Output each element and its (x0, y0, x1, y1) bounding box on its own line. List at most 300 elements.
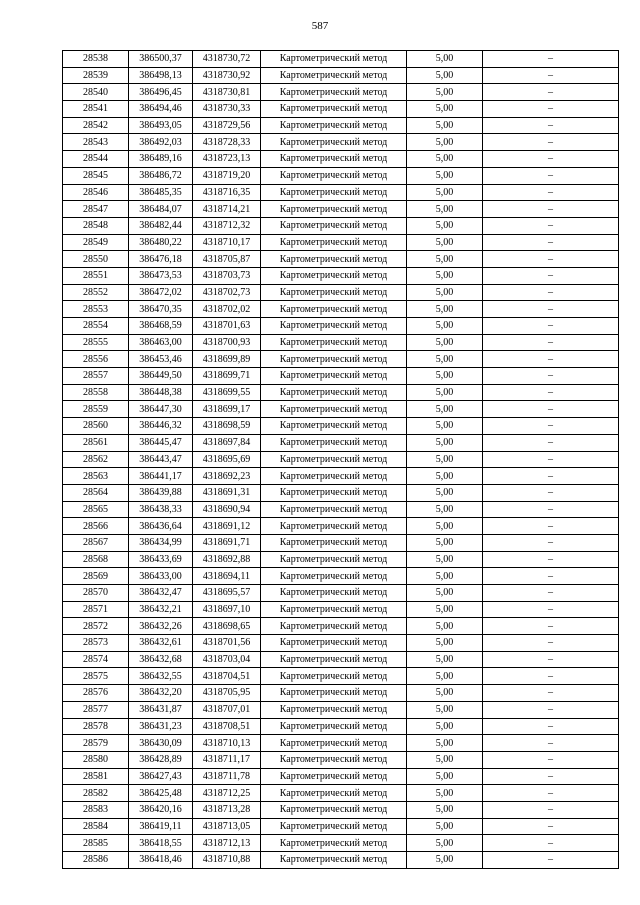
table-row (63, 101, 619, 118)
point-number-cell: 28577 (63, 701, 129, 718)
x-coordinate-cell: 386482,44 (129, 217, 193, 234)
note-cell: – (483, 751, 619, 768)
point-number-cell: 28561 (63, 434, 129, 451)
method-cell: Картометрический метод (261, 751, 407, 768)
note-cell: – (483, 418, 619, 435)
note-cell: – (483, 468, 619, 485)
method-cell: Картометрический метод (261, 401, 407, 418)
accuracy-cell: 5,00 (407, 217, 483, 234)
method-cell: Картометрический метод (261, 785, 407, 802)
table-row (63, 585, 619, 602)
x-coordinate-cell: 386425,48 (129, 785, 193, 802)
accuracy-cell: 5,00 (407, 151, 483, 168)
method-cell: Картометрический метод (261, 301, 407, 318)
accuracy-cell: 5,00 (407, 84, 483, 101)
point-number-cell: 28547 (63, 201, 129, 218)
table-row (63, 384, 619, 401)
x-coordinate-cell: 386431,23 (129, 718, 193, 735)
note-cell: – (483, 184, 619, 201)
accuracy-cell: 5,00 (407, 568, 483, 585)
point-number-cell: 28538 (63, 51, 129, 68)
y-coordinate-cell: 4318714,21 (193, 201, 261, 218)
method-cell: Картометрический метод (261, 134, 407, 151)
y-coordinate-cell: 4318730,81 (193, 84, 261, 101)
note-cell: – (483, 534, 619, 551)
table-row (63, 368, 619, 385)
y-coordinate-cell: 4318719,20 (193, 167, 261, 184)
y-coordinate-cell: 4318692,23 (193, 468, 261, 485)
x-coordinate-cell: 386427,43 (129, 768, 193, 785)
x-coordinate-cell: 386431,87 (129, 701, 193, 718)
note-cell: – (483, 401, 619, 418)
method-cell: Картометрический метод (261, 184, 407, 201)
y-coordinate-cell: 4318697,84 (193, 434, 261, 451)
accuracy-cell: 5,00 (407, 251, 483, 268)
y-coordinate-cell: 4318695,69 (193, 451, 261, 468)
y-coordinate-cell: 4318705,95 (193, 685, 261, 702)
method-cell: Картометрический метод (261, 167, 407, 184)
note-cell: – (483, 134, 619, 151)
table-row (63, 451, 619, 468)
x-coordinate-cell: 386433,00 (129, 568, 193, 585)
method-cell: Картометрический метод (261, 534, 407, 551)
x-coordinate-cell: 386448,38 (129, 384, 193, 401)
x-coordinate-cell: 386486,72 (129, 167, 193, 184)
accuracy-cell: 5,00 (407, 601, 483, 618)
note-cell: – (483, 167, 619, 184)
note-cell: – (483, 551, 619, 568)
accuracy-cell: 5,00 (407, 785, 483, 802)
x-coordinate-cell: 386500,37 (129, 51, 193, 68)
accuracy-cell: 5,00 (407, 368, 483, 385)
note-cell: – (483, 785, 619, 802)
point-number-cell: 28576 (63, 685, 129, 702)
method-cell: Картометрический метод (261, 251, 407, 268)
note-cell: – (483, 434, 619, 451)
note-cell: – (483, 318, 619, 335)
table-row (63, 801, 619, 818)
note-cell: – (483, 835, 619, 852)
table-row (63, 785, 619, 802)
accuracy-cell: 5,00 (407, 551, 483, 568)
accuracy-cell: 5,00 (407, 618, 483, 635)
note-cell: – (483, 601, 619, 618)
note-cell: – (483, 151, 619, 168)
x-coordinate-cell: 386472,02 (129, 284, 193, 301)
note-cell: – (483, 568, 619, 585)
accuracy-cell: 5,00 (407, 484, 483, 501)
table-row (63, 334, 619, 351)
table-body (63, 51, 619, 869)
y-coordinate-cell: 4318708,51 (193, 718, 261, 735)
point-number-cell: 28568 (63, 551, 129, 568)
x-coordinate-cell: 386494,46 (129, 101, 193, 118)
table-row (63, 635, 619, 652)
point-number-cell: 28558 (63, 384, 129, 401)
point-number-cell: 28579 (63, 735, 129, 752)
method-cell: Картометрический метод (261, 735, 407, 752)
point-number-cell: 28563 (63, 468, 129, 485)
method-cell: Картометрический метод (261, 67, 407, 84)
note-cell: – (483, 484, 619, 501)
x-coordinate-cell: 386445,47 (129, 434, 193, 451)
method-cell: Картометрический метод (261, 768, 407, 785)
note-cell: – (483, 718, 619, 735)
method-cell: Картометрический метод (261, 818, 407, 835)
y-coordinate-cell: 4318723,13 (193, 151, 261, 168)
y-coordinate-cell: 4318707,01 (193, 701, 261, 718)
y-coordinate-cell: 4318698,65 (193, 618, 261, 635)
method-cell: Картометрический метод (261, 601, 407, 618)
accuracy-cell: 5,00 (407, 501, 483, 518)
accuracy-cell: 5,00 (407, 751, 483, 768)
accuracy-cell: 5,00 (407, 468, 483, 485)
x-coordinate-cell: 386496,45 (129, 84, 193, 101)
note-cell: – (483, 768, 619, 785)
x-coordinate-cell: 386432,68 (129, 651, 193, 668)
y-coordinate-cell: 4318703,04 (193, 651, 261, 668)
method-cell: Картометрический метод (261, 201, 407, 218)
point-number-cell: 28584 (63, 818, 129, 835)
y-coordinate-cell: 4318690,94 (193, 501, 261, 518)
point-number-cell: 28567 (63, 534, 129, 551)
accuracy-cell: 5,00 (407, 434, 483, 451)
y-coordinate-cell: 4318692,88 (193, 551, 261, 568)
table-row (63, 267, 619, 284)
note-cell: – (483, 618, 619, 635)
point-number-cell: 28556 (63, 351, 129, 368)
point-number-cell: 28573 (63, 635, 129, 652)
note-cell: – (483, 501, 619, 518)
note-cell: – (483, 101, 619, 118)
point-number-cell: 28564 (63, 484, 129, 501)
x-coordinate-cell: 386453,46 (129, 351, 193, 368)
x-coordinate-cell: 386432,47 (129, 585, 193, 602)
accuracy-cell: 5,00 (407, 301, 483, 318)
coordinates-table (62, 50, 619, 869)
accuracy-cell: 5,00 (407, 668, 483, 685)
point-number-cell: 28575 (63, 668, 129, 685)
x-coordinate-cell: 386428,89 (129, 751, 193, 768)
x-coordinate-cell: 386484,07 (129, 201, 193, 218)
method-cell: Картометрический метод (261, 434, 407, 451)
accuracy-cell: 5,00 (407, 184, 483, 201)
note-cell: – (483, 201, 619, 218)
note-cell: – (483, 685, 619, 702)
point-number-cell: 28540 (63, 84, 129, 101)
accuracy-cell: 5,00 (407, 651, 483, 668)
method-cell: Картометрический метод (261, 701, 407, 718)
table-row (63, 818, 619, 835)
accuracy-cell: 5,00 (407, 534, 483, 551)
y-coordinate-cell: 4318702,73 (193, 284, 261, 301)
table-row (63, 418, 619, 435)
table-row (63, 401, 619, 418)
accuracy-cell: 5,00 (407, 768, 483, 785)
note-cell: – (483, 635, 619, 652)
y-coordinate-cell: 4318713,28 (193, 801, 261, 818)
method-cell: Картометрический метод (261, 334, 407, 351)
point-number-cell: 28548 (63, 217, 129, 234)
method-cell: Картометрический метод (261, 518, 407, 535)
y-coordinate-cell: 4318713,05 (193, 818, 261, 835)
table-row (63, 551, 619, 568)
table-row (63, 835, 619, 852)
point-number-cell: 28541 (63, 101, 129, 118)
point-number-cell: 28574 (63, 651, 129, 668)
method-cell: Картометрический метод (261, 551, 407, 568)
x-coordinate-cell: 386420,16 (129, 801, 193, 818)
note-cell: – (483, 217, 619, 234)
accuracy-cell: 5,00 (407, 334, 483, 351)
table-row (63, 51, 619, 68)
y-coordinate-cell: 4318711,78 (193, 768, 261, 785)
y-coordinate-cell: 4318730,72 (193, 51, 261, 68)
table-row (63, 468, 619, 485)
table-row (63, 534, 619, 551)
x-coordinate-cell: 386418,46 (129, 852, 193, 869)
y-coordinate-cell: 4318699,89 (193, 351, 261, 368)
note-cell: – (483, 67, 619, 84)
note-cell: – (483, 234, 619, 251)
accuracy-cell: 5,00 (407, 67, 483, 84)
method-cell: Картометрический метод (261, 618, 407, 635)
method-cell: Картометрический метод (261, 585, 407, 602)
method-cell: Картометрический метод (261, 635, 407, 652)
page-number: 587 (311, 20, 329, 32)
method-cell: Картометрический метод (261, 501, 407, 518)
accuracy-cell: 5,00 (407, 818, 483, 835)
table-row (63, 735, 619, 752)
x-coordinate-cell: 386463,00 (129, 334, 193, 351)
table-row (63, 618, 619, 635)
x-coordinate-cell: 386447,30 (129, 401, 193, 418)
method-cell: Картометрический метод (261, 484, 407, 501)
point-number-cell: 28572 (63, 618, 129, 635)
point-number-cell: 28578 (63, 718, 129, 735)
table-row (63, 434, 619, 451)
method-cell: Картометрический метод (261, 234, 407, 251)
accuracy-cell: 5,00 (407, 418, 483, 435)
x-coordinate-cell: 386473,53 (129, 267, 193, 284)
accuracy-cell: 5,00 (407, 134, 483, 151)
accuracy-cell: 5,00 (407, 518, 483, 535)
point-number-cell: 28557 (63, 368, 129, 385)
accuracy-cell: 5,00 (407, 384, 483, 401)
y-coordinate-cell: 4318700,93 (193, 334, 261, 351)
accuracy-cell: 5,00 (407, 852, 483, 869)
method-cell: Картометрический метод (261, 51, 407, 68)
point-number-cell: 28586 (63, 852, 129, 869)
point-number-cell: 28552 (63, 284, 129, 301)
point-number-cell: 28560 (63, 418, 129, 435)
table-row (63, 167, 619, 184)
accuracy-cell: 5,00 (407, 451, 483, 468)
point-number-cell: 28562 (63, 451, 129, 468)
note-cell: – (483, 284, 619, 301)
point-number-cell: 28583 (63, 801, 129, 818)
point-number-cell: 28582 (63, 785, 129, 802)
y-coordinate-cell: 4318704,51 (193, 668, 261, 685)
table-row (63, 751, 619, 768)
y-coordinate-cell: 4318712,13 (193, 835, 261, 852)
method-cell: Картометрический метод (261, 318, 407, 335)
y-coordinate-cell: 4318728,33 (193, 134, 261, 151)
table-row (63, 234, 619, 251)
accuracy-cell: 5,00 (407, 835, 483, 852)
note-cell: – (483, 451, 619, 468)
table-row (63, 301, 619, 318)
y-coordinate-cell: 4318697,10 (193, 601, 261, 618)
x-coordinate-cell: 386443,47 (129, 451, 193, 468)
accuracy-cell: 5,00 (407, 117, 483, 134)
accuracy-cell: 5,00 (407, 685, 483, 702)
note-cell: – (483, 735, 619, 752)
y-coordinate-cell: 4318716,35 (193, 184, 261, 201)
point-number-cell: 28566 (63, 518, 129, 535)
x-coordinate-cell: 386418,55 (129, 835, 193, 852)
x-coordinate-cell: 386470,35 (129, 301, 193, 318)
note-cell: – (483, 701, 619, 718)
x-coordinate-cell: 386485,35 (129, 184, 193, 201)
point-number-cell: 28565 (63, 501, 129, 518)
x-coordinate-cell: 386449,50 (129, 368, 193, 385)
note-cell: – (483, 801, 619, 818)
table-row (63, 668, 619, 685)
y-coordinate-cell: 4318710,88 (193, 852, 261, 869)
y-coordinate-cell: 4318730,92 (193, 67, 261, 84)
point-number-cell: 28550 (63, 251, 129, 268)
y-coordinate-cell: 4318712,25 (193, 785, 261, 802)
y-coordinate-cell: 4318694,11 (193, 568, 261, 585)
point-number-cell: 28549 (63, 234, 129, 251)
y-coordinate-cell: 4318703,73 (193, 267, 261, 284)
x-coordinate-cell: 386432,61 (129, 635, 193, 652)
table-row (63, 151, 619, 168)
note-cell: – (483, 518, 619, 535)
note-cell: – (483, 267, 619, 284)
accuracy-cell: 5,00 (407, 585, 483, 602)
y-coordinate-cell: 4318710,13 (193, 735, 261, 752)
note-cell: – (483, 384, 619, 401)
accuracy-cell: 5,00 (407, 167, 483, 184)
accuracy-cell: 5,00 (407, 201, 483, 218)
accuracy-cell: 5,00 (407, 51, 483, 68)
point-number-cell: 28554 (63, 318, 129, 335)
y-coordinate-cell: 4318699,71 (193, 368, 261, 385)
method-cell: Картометрический метод (261, 568, 407, 585)
note-cell: – (483, 51, 619, 68)
x-coordinate-cell: 386433,69 (129, 551, 193, 568)
table-row (63, 284, 619, 301)
point-number-cell: 28571 (63, 601, 129, 618)
note-cell: – (483, 368, 619, 385)
table-row (63, 318, 619, 335)
method-cell: Картометрический метод (261, 217, 407, 234)
x-coordinate-cell: 386476,18 (129, 251, 193, 268)
note-cell: – (483, 852, 619, 869)
point-number-cell: 28539 (63, 67, 129, 84)
note-cell: – (483, 301, 619, 318)
table-row (63, 651, 619, 668)
x-coordinate-cell: 386446,32 (129, 418, 193, 435)
table-row (63, 217, 619, 234)
method-cell: Картометрический метод (261, 718, 407, 735)
x-coordinate-cell: 386441,17 (129, 468, 193, 485)
note-cell: – (483, 585, 619, 602)
point-number-cell: 28543 (63, 134, 129, 151)
point-number-cell: 28542 (63, 117, 129, 134)
accuracy-cell: 5,00 (407, 701, 483, 718)
method-cell: Картометрический метод (261, 852, 407, 869)
x-coordinate-cell: 386436,64 (129, 518, 193, 535)
y-coordinate-cell: 4318699,17 (193, 401, 261, 418)
table-row (63, 184, 619, 201)
point-number-cell: 28553 (63, 301, 129, 318)
point-number-cell: 28570 (63, 585, 129, 602)
table-row (63, 484, 619, 501)
y-coordinate-cell: 4318701,56 (193, 635, 261, 652)
accuracy-cell: 5,00 (407, 801, 483, 818)
note-cell: – (483, 668, 619, 685)
x-coordinate-cell: 386498,13 (129, 67, 193, 84)
x-coordinate-cell: 386492,03 (129, 134, 193, 151)
method-cell: Картометрический метод (261, 284, 407, 301)
y-coordinate-cell: 4318711,17 (193, 751, 261, 768)
table-row (63, 768, 619, 785)
table-row (63, 251, 619, 268)
accuracy-cell: 5,00 (407, 101, 483, 118)
point-number-cell: 28555 (63, 334, 129, 351)
table-row (63, 701, 619, 718)
table-row (63, 518, 619, 535)
accuracy-cell: 5,00 (407, 718, 483, 735)
table-row (63, 134, 619, 151)
point-number-cell: 28545 (63, 167, 129, 184)
x-coordinate-cell: 386493,05 (129, 117, 193, 134)
method-cell: Картометрический метод (261, 835, 407, 852)
method-cell: Картометрический метод (261, 801, 407, 818)
table-row (63, 685, 619, 702)
accuracy-cell: 5,00 (407, 351, 483, 368)
method-cell: Картометрический метод (261, 84, 407, 101)
y-coordinate-cell: 4318730,33 (193, 101, 261, 118)
x-coordinate-cell: 386432,20 (129, 685, 193, 702)
point-number-cell: 28546 (63, 184, 129, 201)
table-row (63, 201, 619, 218)
y-coordinate-cell: 4318712,32 (193, 217, 261, 234)
x-coordinate-cell: 386432,26 (129, 618, 193, 635)
x-coordinate-cell: 386438,33 (129, 501, 193, 518)
method-cell: Картометрический метод (261, 685, 407, 702)
method-cell: Картометрический метод (261, 101, 407, 118)
x-coordinate-cell: 386480,22 (129, 234, 193, 251)
x-coordinate-cell: 386468,59 (129, 318, 193, 335)
y-coordinate-cell: 4318701,63 (193, 318, 261, 335)
x-coordinate-cell: 386430,09 (129, 735, 193, 752)
table-row (63, 67, 619, 84)
note-cell: – (483, 334, 619, 351)
y-coordinate-cell: 4318729,56 (193, 117, 261, 134)
point-number-cell: 28559 (63, 401, 129, 418)
y-coordinate-cell: 4318705,87 (193, 251, 261, 268)
point-number-cell: 28551 (63, 267, 129, 284)
table-row (63, 84, 619, 101)
point-number-cell: 28544 (63, 151, 129, 168)
point-number-cell: 28569 (63, 568, 129, 585)
method-cell: Картометрический метод (261, 651, 407, 668)
note-cell: – (483, 818, 619, 835)
